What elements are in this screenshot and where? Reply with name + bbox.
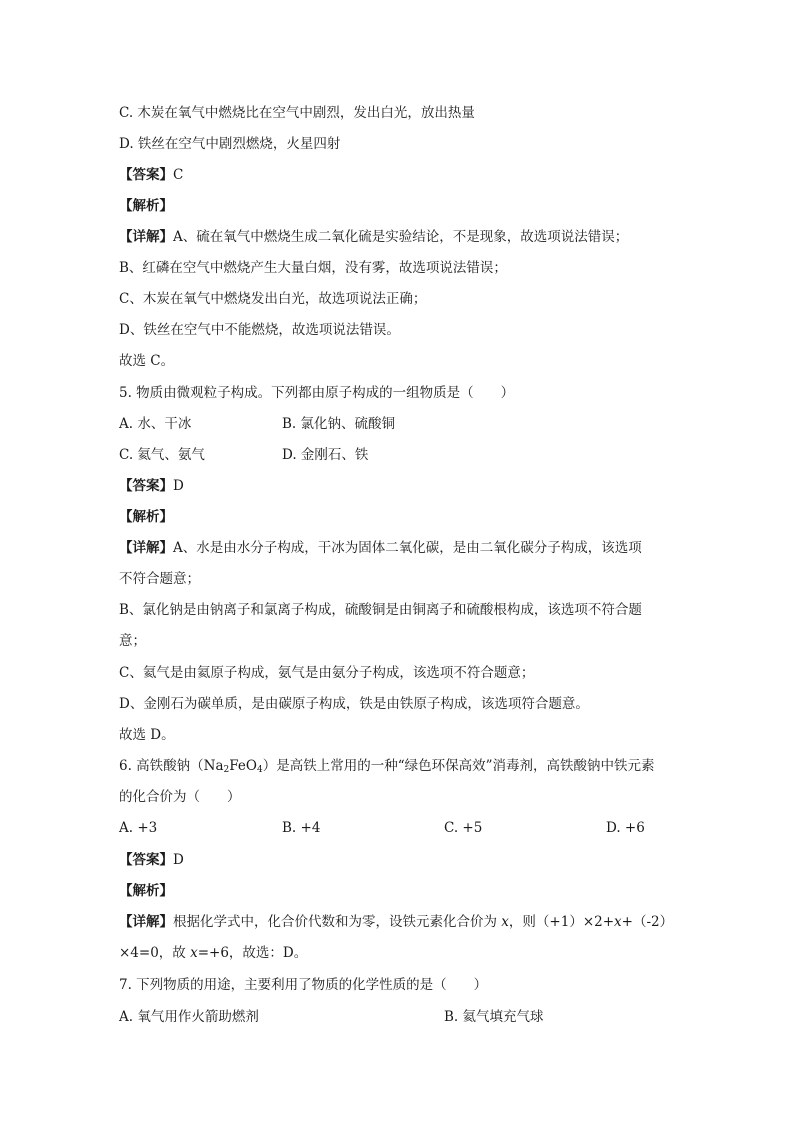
q6-answer-value: D [173,852,184,868]
answer-value: C [173,167,184,183]
q7-option-b: B. 氦气填充气球 [444,1009,544,1025]
detail-line [119,227,628,247]
q5-option-b: B. 氯化钠、硫酸铜 [282,416,396,432]
q5-detail-tag: 【详解】 [119,540,173,556]
q5-detail-line [119,538,642,558]
q5-detail-cont: 不符合题意； [119,571,200,587]
q6-detail-cont [119,943,307,963]
q6-answer-tag: 【答案】 [119,852,173,868]
q6-option-b: B. +4 [282,820,321,836]
q6-detail-line [119,912,673,932]
detail-line-b: B、红磷在空气中燃烧产生大量白烟，没有雾，故选项说法错误； [119,260,507,276]
conclusion-line: 故选 C。 [119,353,175,369]
q6-detail-a: 根据化学式中，化合价代数和为零，设铁元素化合价为 [173,914,502,930]
question-6-cont: 的化合价为（ ） [119,789,241,805]
q6-text-post: ）是高铁上常用的一种“绿色环保高效”消毒剂，高铁酸钠中铁元素 [262,758,655,774]
detail-text: A、硫在氧气中燃烧生成二氧化硫是实验结论，不是现象，故选项说法错误； [173,229,629,245]
answer-tag: 【答案】 [119,167,173,183]
q6-option-d: D. +6 [606,820,645,836]
question-6 [119,756,655,780]
q5-option-d: D. 金刚石、铁 [282,447,369,463]
detail-line-c: C、木炭在氧气中燃烧发出白光，故选项说法正确； [119,291,427,307]
q6-detail-d: ×4=0，故 [119,945,191,961]
q5-detail-d: D、金刚石为碳单质，是由碳原子构成，铁是由铁原子构成，该选项符合题意。 [119,696,589,712]
q6-var-x: x [501,914,509,930]
q5-detail-b-cont: 意； [119,633,146,649]
q5-analysis-tag: 【解析】 [119,509,173,525]
option-d-line: D. 铁丝在空气中剧烈燃烧，火星四射 [119,136,341,152]
answer-line [119,165,183,185]
q6-option-a: A. +3 [119,820,158,836]
q5-answer-tag: 【答案】 [119,478,173,494]
q6-detail-tag: 【详解】 [119,914,173,930]
detail-line-d: D、铁丝在空气中不能燃烧，故选项说法错误。 [119,322,400,338]
q6-sub-2: 2 [223,765,230,775]
q5-answer-line [119,476,184,496]
q5-detail-text: A、水是由水分子构成，干冰为固体二氧化碳，是由二氧化碳分子构成，该选项 [173,540,642,556]
q6-var-x: x [190,945,198,961]
q6-text-mid: FeO [229,758,257,774]
q5-detail-c: C、氦气是由氦原子构成，氨气是由氨分子构成，该选项不符合题意； [119,665,535,681]
q6-answer-line [119,850,184,870]
q6-sub-4: 4 [256,765,263,775]
q5-option-c: C. 氦气、氨气 [119,447,205,463]
q5-detail-b: B、氯化钠是由钠离子和氯离子构成，硫酸铜是由铜离子和硫酸根构成，该选项不符合题 [119,602,642,618]
question-5: 5. 物质由微观粒子构成。下列都由原子构成的一组物质是（ ） [119,385,515,401]
analysis-tag: 【解析】 [119,198,173,214]
q6-analysis-tag: 【解析】 [119,883,173,899]
q5-conclusion: 故选 D。 [119,727,175,743]
q6-var-x: x [614,914,622,930]
q6-detail-b: ，则（+1）×2+ [508,914,615,930]
q5-option-a: A. 水、干冰 [119,416,192,432]
q5-answer-value: D [173,478,184,494]
detail-tag: 【详解】 [119,229,173,245]
q6-option-c: C. +5 [444,820,483,836]
option-c-line: C. 木炭在氧气中燃烧比在空气中剧烈，发出白光，放出热量 [119,105,475,121]
q6-detail-e: =+6，故选：D。 [197,945,308,961]
q7-option-a: A. 氧气用作火箭助燃剂 [119,1009,259,1025]
question-7: 7. 下列物质的用途，主要利用了物质的化学性质的是（ ） [119,977,488,993]
q6-text-pre: 6. 高铁酸钠（Na [119,758,224,774]
q6-detail-c: +（-2） [621,914,674,930]
